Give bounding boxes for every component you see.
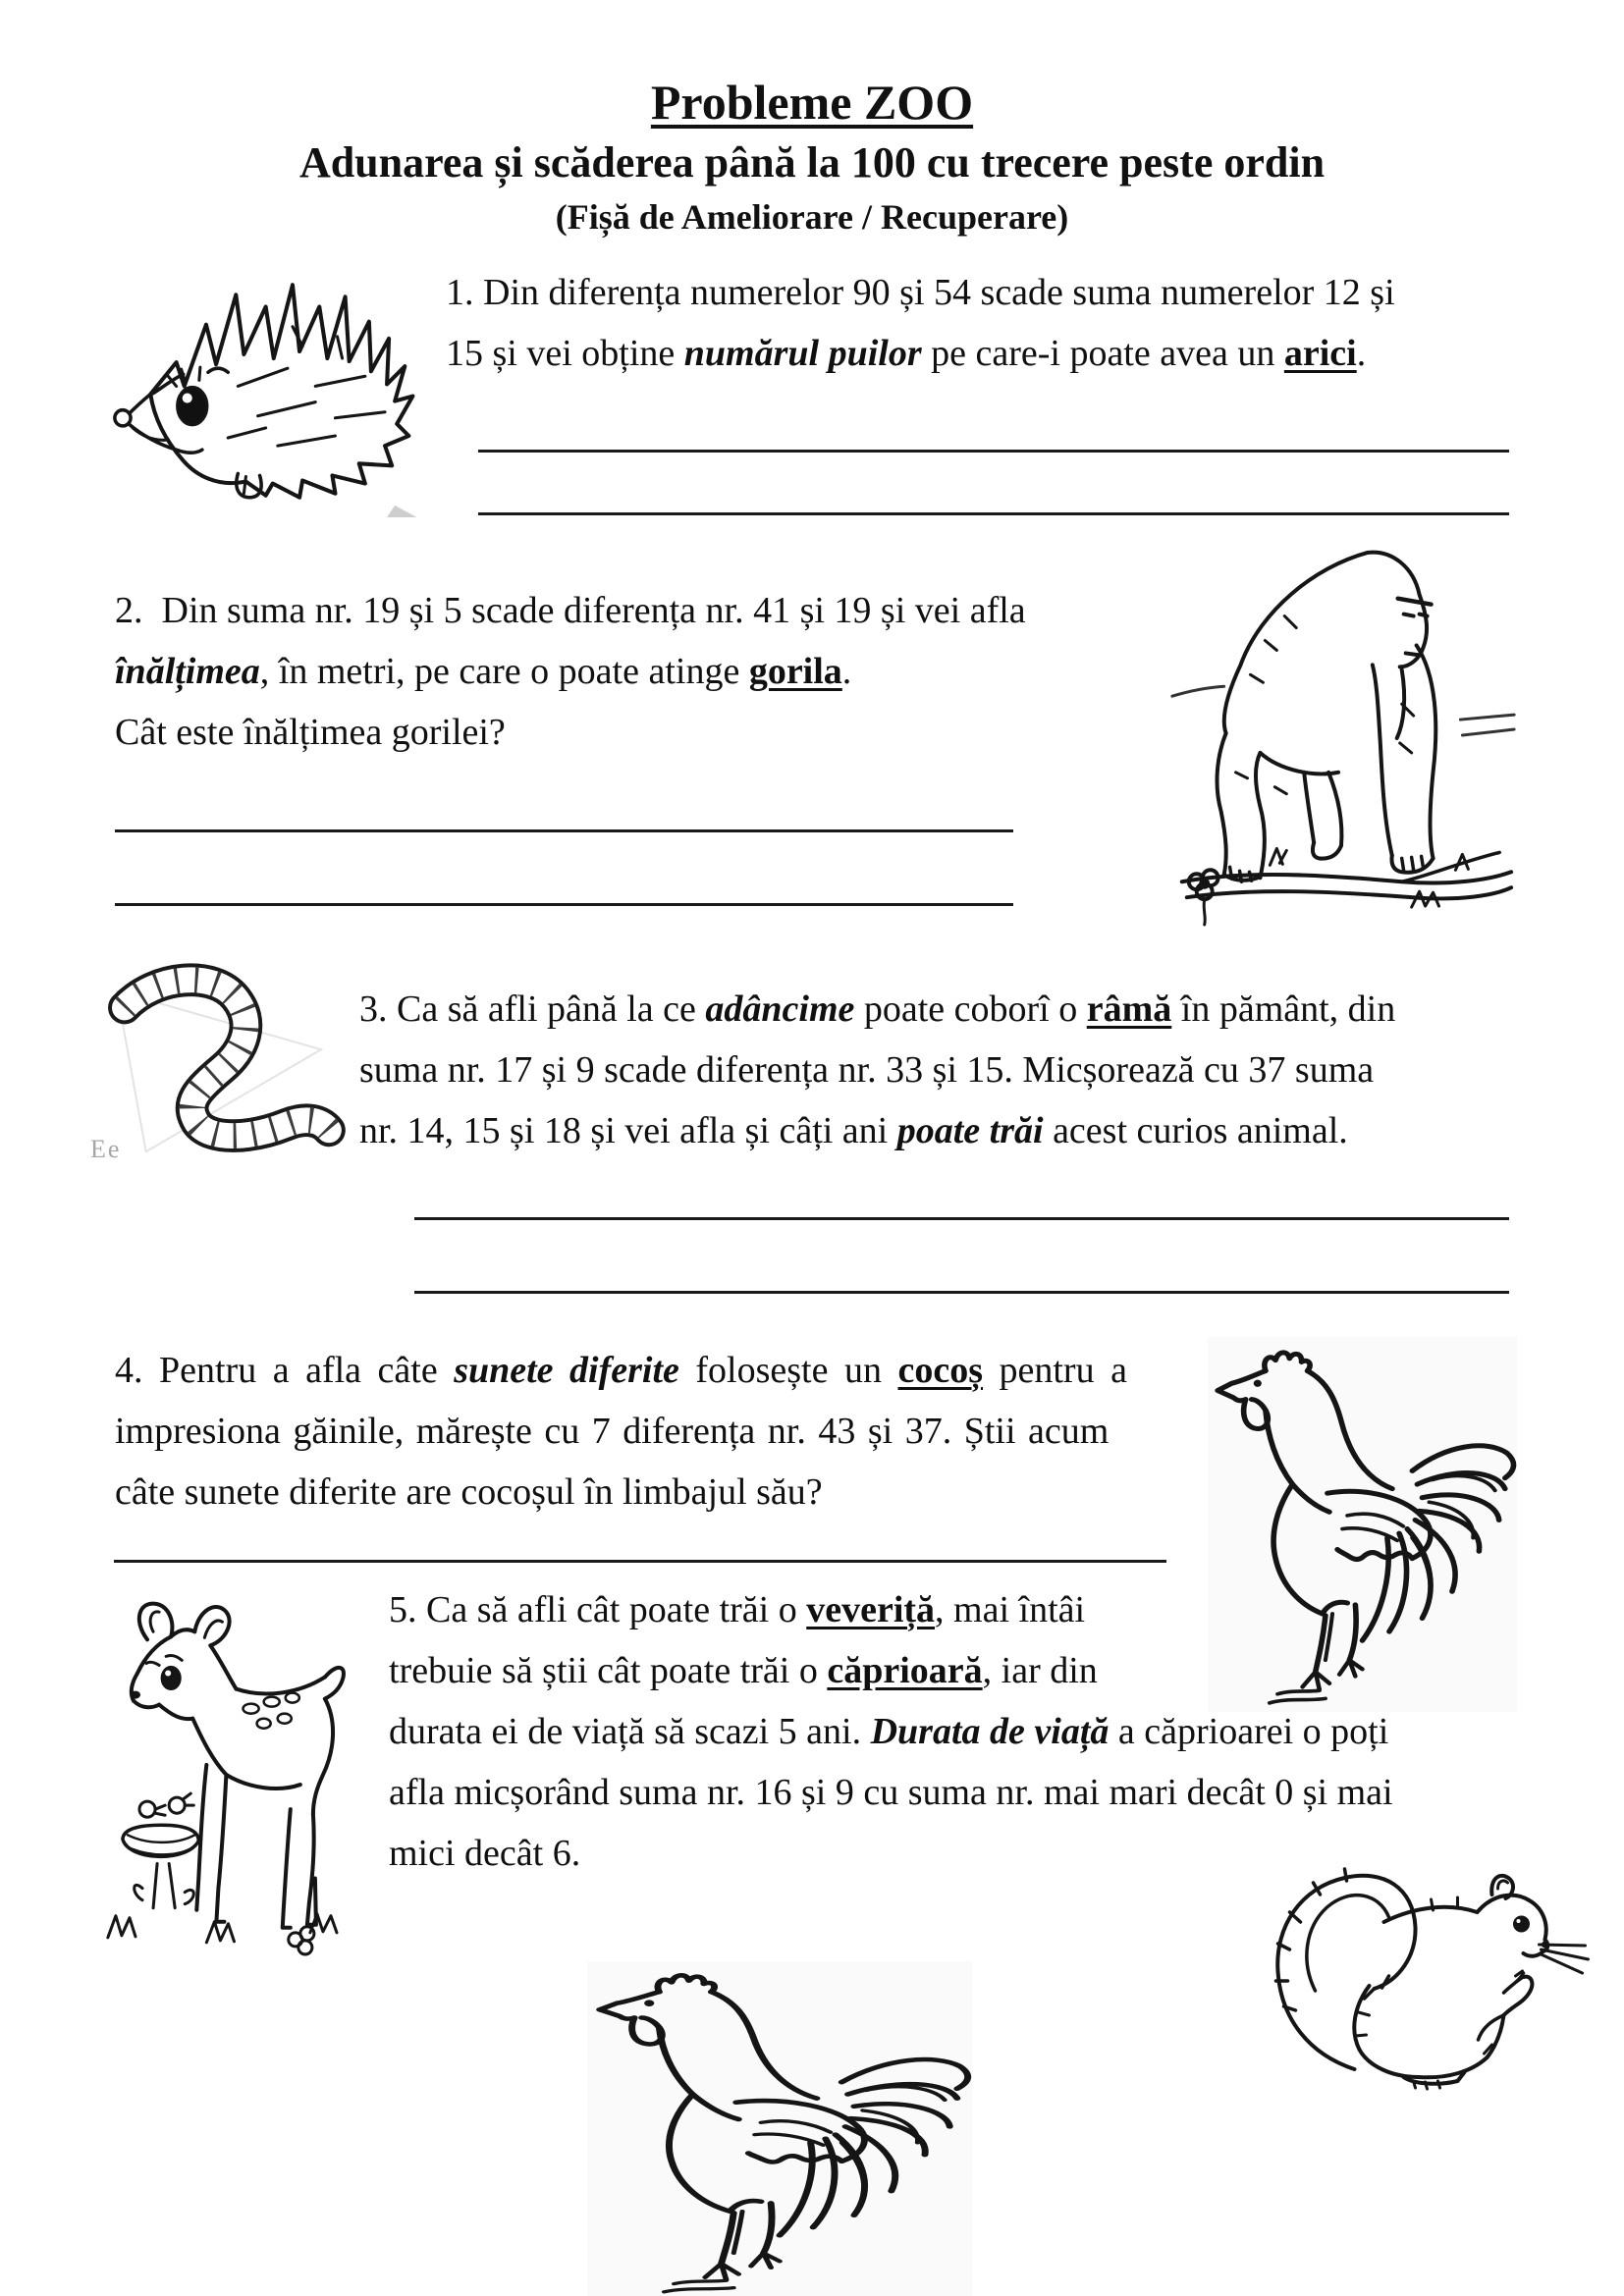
page-title: Probleme ZOO (650, 75, 974, 130)
answer-line (414, 1291, 1509, 1294)
problem-2-text-line-1: 2. Din suma nr. 19 și 5 scade diferența nr. 41 și 19 și vei afla (115, 590, 1026, 631)
problem-3-text-line-2: suma nr. 17 și 9 scade diferența nr. 33 și 15. Micșorează cu 37 suma (359, 1049, 1375, 1091)
gorilla-illustration (1166, 538, 1520, 929)
earthworm-illustration (86, 957, 352, 1171)
problem-3-text-line-3: nr. 14, 15 și 18 și vei afla și câți ani poate trăi acest curios animal. (359, 1110, 1348, 1151)
answer-line (115, 903, 1013, 906)
worm-watermark-text: Ee (90, 1135, 122, 1163)
answer-line (414, 1217, 1509, 1220)
problem-4-text-line-1: 4. Pentru a afla câte sunete diferite folosește un cocoș pentru a (115, 1350, 1127, 1391)
fawn-with-nest-illustration (86, 1582, 386, 1967)
page-note: (Fișă de Ameliorare / Recuperare) (555, 197, 1069, 237)
problem-1-text-line-2: 15 și vei obține numărul puilor pe care-i poate avea un arici. (446, 333, 1367, 374)
answer-line (478, 450, 1509, 453)
problem-5-text-line-4: afla micșorând suma nr. 16 și 9 cu suma nr. mai mari decât 0 și mai (389, 1772, 1393, 1813)
answer-line (114, 1560, 1166, 1563)
problem-4-text-line-2: impresiona găinile, mărește cu 7 diferența nr. 43 și 37. Știi acum (115, 1411, 1110, 1452)
rooster-illustration (1208, 1337, 1517, 1712)
problem-4-text-line-3: câte sunete diferite are cocoșul în limbajul său? (115, 1471, 823, 1513)
page-subtitle: Adunarea și scăderea până la 100 cu trecere peste ordin (298, 138, 1326, 187)
answer-line (478, 512, 1509, 515)
problem-5-text-line-5: mici decât 6. (389, 1833, 581, 1874)
problem-5-text-line-2: trebuie să știi cât poate trăi o căprioară, iar din (389, 1650, 1098, 1691)
squirrel-illustration (1255, 1834, 1597, 2101)
problem-2-text-line-2: înălțimea, în metri, pe care o poate atinge gorila. (115, 651, 852, 692)
problem-2-text-line-3: Cât este înălțimea gorilei? (115, 712, 506, 753)
answer-line (115, 829, 1013, 832)
rooster-illustration (587, 1961, 972, 2296)
problem-5-text-line-1: 5. Ca să afli cât poate trăi o veveriță, mai întâi (389, 1589, 1086, 1630)
problem-3-text-line-1: 3. Ca să afli până la ce adâncime poate coborî o râmă în pământ, din (359, 988, 1396, 1030)
problem-5-text-line-3: durata ei de viață să scazi 5 ani. Durata de viață a căprioarei o poți (389, 1711, 1389, 1752)
hedgehog-illustration (88, 267, 417, 520)
problem-1-text-line-1: 1. Din diferența numerelor 90 și 54 scade suma numerelor 12 și (446, 272, 1395, 313)
